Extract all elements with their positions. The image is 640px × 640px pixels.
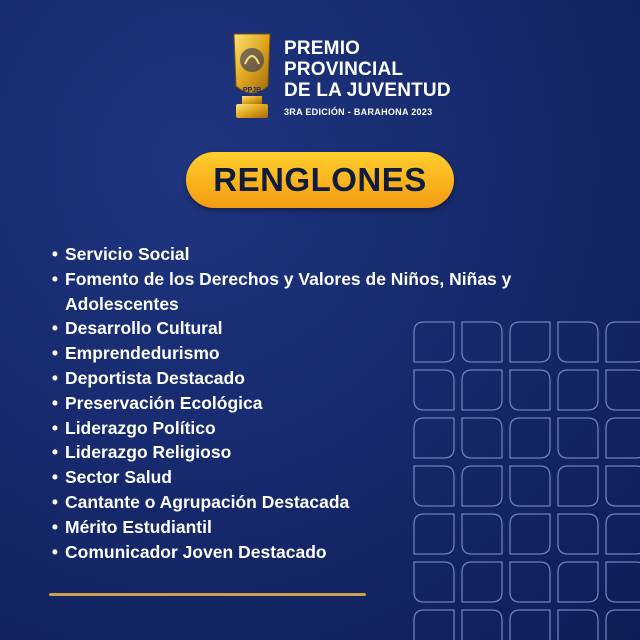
pattern-petal	[510, 370, 550, 410]
pattern-petal	[510, 418, 550, 458]
trophy-label: PPJB	[242, 87, 262, 94]
pattern-petal	[606, 514, 640, 554]
list-item-label: Sector Salud	[65, 467, 172, 488]
pattern-petal	[414, 322, 454, 362]
pattern-petal	[606, 562, 640, 602]
pattern-petal	[606, 610, 640, 640]
pattern-petal	[414, 418, 454, 458]
list-item-label: Servicio Social	[65, 244, 190, 264]
pattern-petal	[510, 610, 550, 640]
bullet-icon: •	[51, 367, 59, 388]
pattern-petal	[462, 370, 502, 410]
pattern-petal	[462, 514, 502, 554]
list-item-label: Desarrollo Cultural	[65, 318, 223, 339]
list-item-label: Liderazgo Religioso	[65, 442, 232, 463]
list-item	[48, 267, 588, 292]
list-item-label: Preservación Ecológica	[65, 392, 263, 413]
pattern-petal	[414, 562, 454, 602]
section-heading	[186, 152, 454, 208]
list-item-label: Liderazgo Político	[65, 417, 216, 438]
pattern-petal	[462, 322, 502, 362]
bullet-icon: •	[51, 491, 59, 512]
brand-line-3: DE LA JUVENTUD	[284, 80, 451, 101]
pattern-petal	[462, 562, 502, 602]
trophy-icon	[228, 30, 276, 122]
pattern-petal	[462, 418, 502, 458]
list-item-label: Emprendedurismo	[65, 343, 220, 364]
pattern-petal	[414, 466, 454, 506]
bullet-icon: •	[51, 244, 59, 264]
brand-subtitle: 3RA EDICIÓN - BARAHONA 2023	[284, 107, 433, 117]
pattern-petal	[558, 514, 598, 554]
list-item-continuation	[48, 292, 588, 317]
list-item-label: Adolescentes	[65, 293, 179, 314]
section-heading-label: RENGLONES	[213, 161, 427, 198]
bullet-icon: •	[51, 541, 59, 562]
pattern-petal	[606, 466, 640, 506]
pattern-petal	[558, 418, 598, 458]
pattern-petal	[558, 610, 598, 640]
brand-logo	[228, 30, 640, 130]
bullet-icon: •	[51, 268, 59, 289]
pattern-petal	[606, 322, 640, 362]
pattern-petal	[462, 610, 502, 640]
pattern-petal	[510, 466, 550, 506]
decorative-pattern	[410, 318, 640, 640]
brand-title	[284, 38, 451, 117]
list-item-label: Cantante o Agrupación Destacada	[65, 491, 350, 512]
brand-line-2: PROVINCIAL	[284, 59, 404, 80]
pattern-petal	[414, 370, 454, 410]
bullet-icon: •	[51, 343, 59, 364]
bullet-icon: •	[51, 516, 59, 537]
bullet-icon: •	[51, 442, 59, 463]
list-item-label: Mérito Estudiantil	[65, 516, 212, 537]
divider-line	[49, 593, 366, 596]
bullet-icon: •	[51, 318, 59, 339]
pattern-petal	[606, 370, 640, 410]
pattern-petal	[510, 514, 550, 554]
pattern-petal	[414, 610, 454, 640]
bullet-icon: •	[51, 392, 59, 413]
list-item-label: Comunicador Joven Destacado	[65, 541, 327, 562]
pattern-petal	[558, 562, 598, 602]
pattern-petal	[558, 370, 598, 410]
pattern-petal	[558, 322, 598, 362]
pattern-petal	[462, 466, 502, 506]
brand-line-1: PREMIO	[284, 38, 361, 59]
pattern-petal	[558, 466, 598, 506]
bullet-icon: •	[51, 467, 59, 488]
pattern-petal	[606, 418, 640, 458]
pattern-petal	[510, 322, 550, 362]
list-item-label: Deportista Destacado	[65, 367, 245, 388]
pattern-petal	[414, 514, 454, 554]
pattern-petal	[510, 562, 550, 602]
bullet-icon: •	[51, 417, 59, 438]
list-item-label: Fomento de los Derechos y Valores de Niños, Niñas y	[65, 268, 512, 289]
list-item	[48, 242, 588, 267]
